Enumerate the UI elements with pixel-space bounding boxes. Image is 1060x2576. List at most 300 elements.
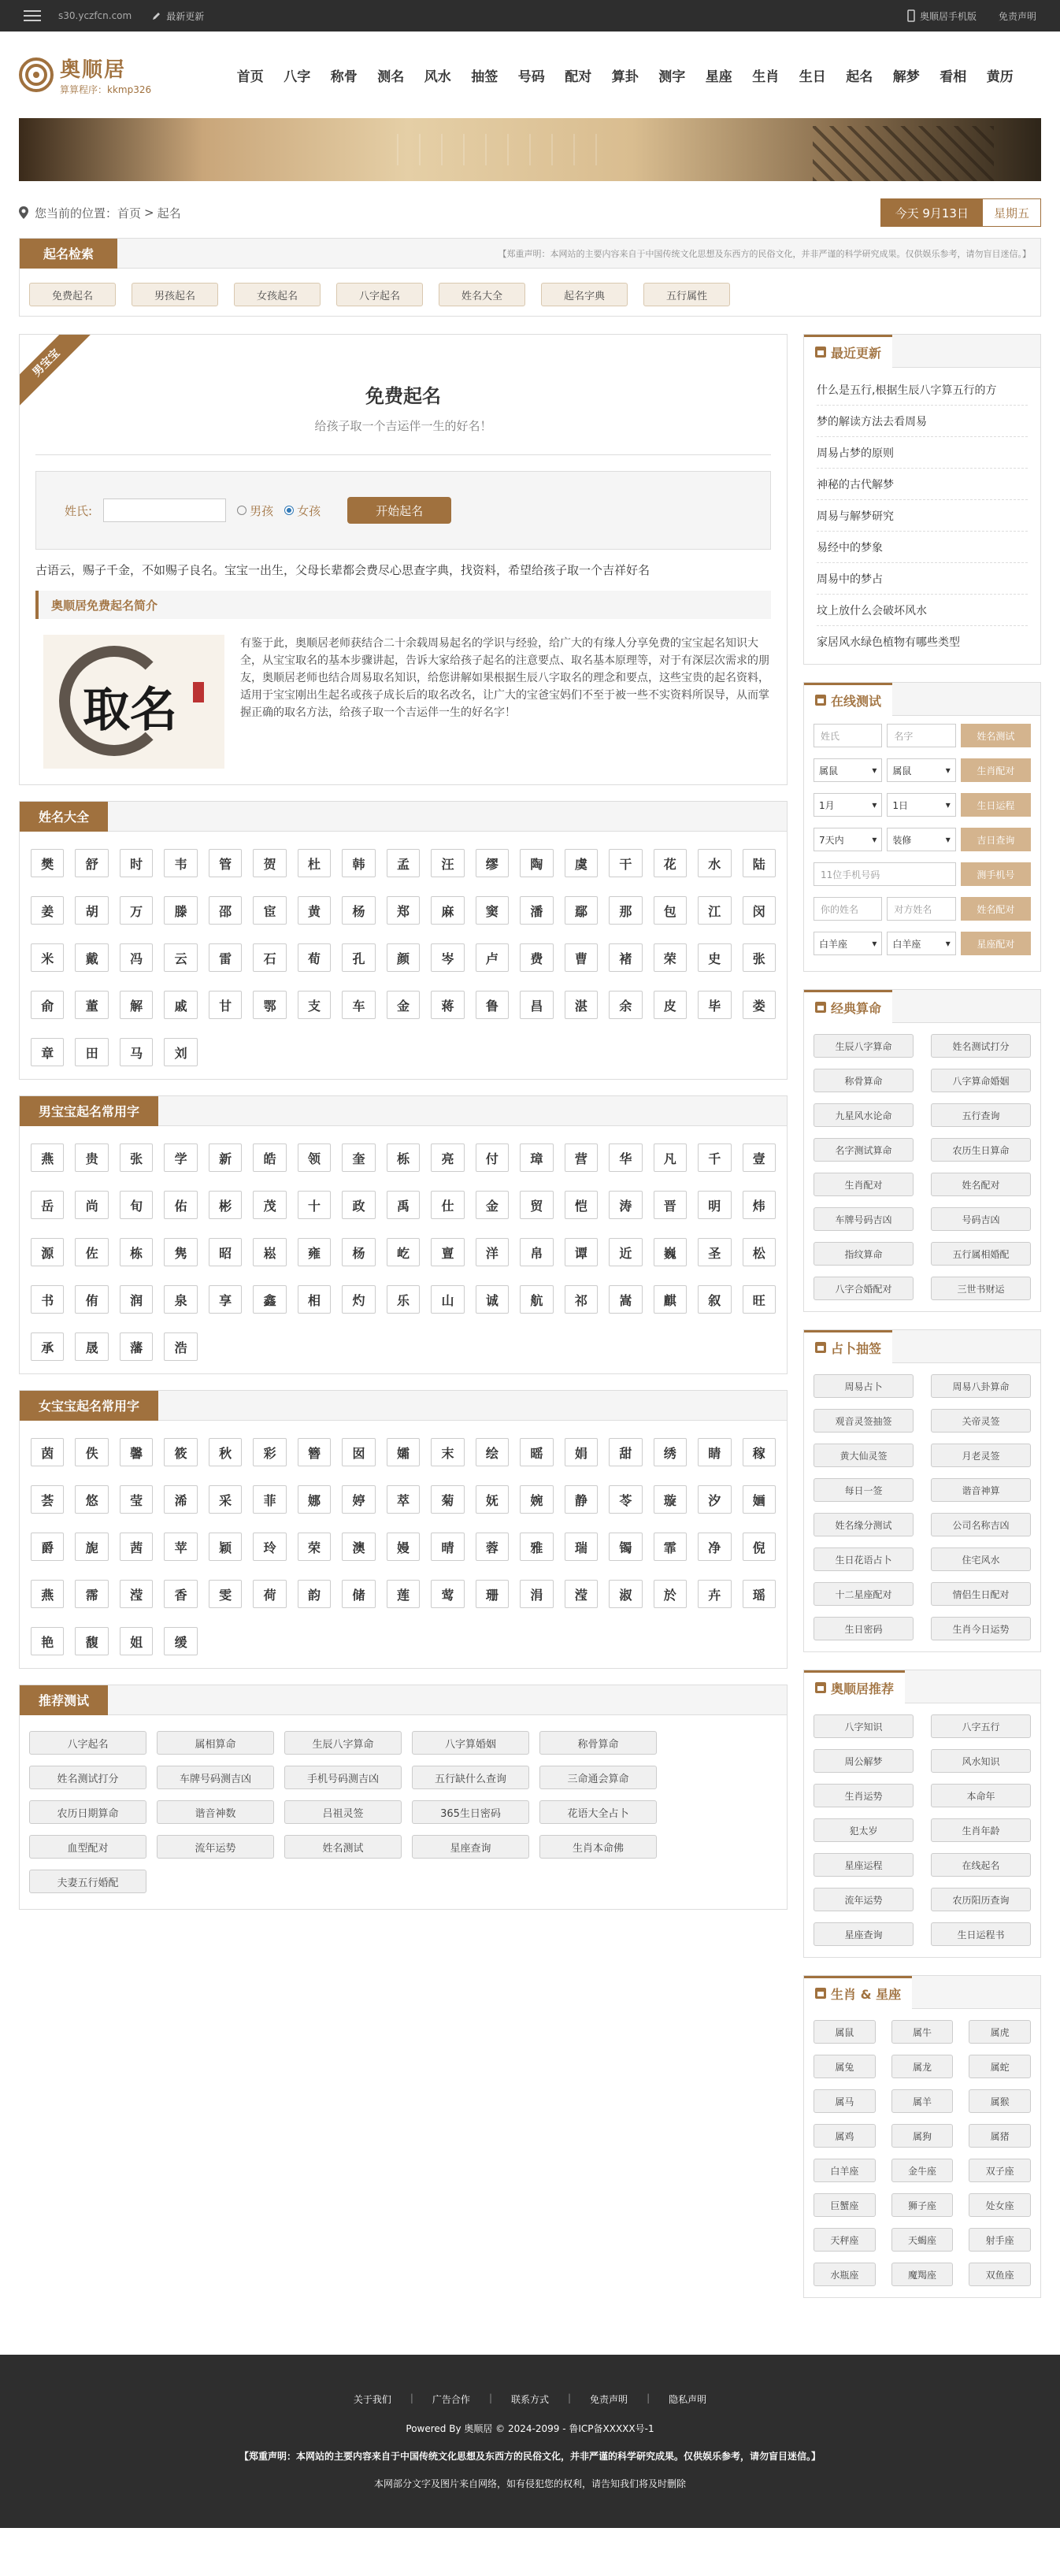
girl-name-char[interactable]: 萃 (387, 1485, 420, 1514)
recommend-button[interactable]: 农历阳历查询 (931, 1888, 1031, 1911)
classic-fortune-button[interactable]: 指纹算命 (814, 1242, 914, 1266)
online-test-button[interactable]: 测手机号 (961, 862, 1031, 886)
surname-char[interactable]: 万 (120, 896, 153, 925)
test-input[interactable]: 名字 (887, 724, 955, 747)
girl-name-char[interactable]: 睛 (698, 1438, 731, 1466)
boy-name-char[interactable]: 栋 (120, 1238, 153, 1266)
divination-button[interactable]: 关帝灵签 (931, 1409, 1031, 1433)
surname-char[interactable]: 贺 (253, 849, 286, 877)
recommend-button[interactable]: 生肖运势 (814, 1784, 914, 1807)
girl-name-char[interactable]: 绘 (476, 1438, 509, 1466)
boy-name-char[interactable]: 谭 (565, 1238, 598, 1266)
nav-item[interactable]: 生肖 (752, 69, 780, 85)
recommend-button[interactable]: 八字五行 (931, 1714, 1031, 1738)
girl-name-char[interactable]: 荷 (253, 1580, 286, 1608)
girl-name-char[interactable]: 旎 (75, 1533, 108, 1561)
boy-name-char[interactable]: 政 (342, 1191, 375, 1219)
online-test-button[interactable]: 姓名测试 (961, 724, 1031, 747)
girl-name-char[interactable]: 颖 (209, 1533, 242, 1561)
zodiac-button[interactable]: 水瓶座 (814, 2263, 876, 2286)
recommend-button[interactable]: 周公解梦 (814, 1749, 914, 1773)
surname-char[interactable]: 花 (654, 849, 687, 877)
recommend-button[interactable]: 星座查询 (814, 1922, 914, 1946)
boy-name-char[interactable]: 源 (31, 1238, 64, 1266)
girl-name-char[interactable]: 霏 (654, 1533, 687, 1561)
girl-name-char[interactable]: 荟 (31, 1485, 64, 1514)
nav-item[interactable]: 星座 (705, 69, 732, 85)
girl-name-char[interactable]: 霈 (75, 1580, 108, 1608)
search-category-button[interactable]: 八字起名 (336, 283, 423, 306)
online-test-button[interactable]: 吉日查询 (961, 828, 1031, 851)
surname-char[interactable]: 戴 (75, 943, 108, 972)
recommend-button[interactable]: 星座运程 (814, 1853, 914, 1877)
girl-name-char[interactable]: 珊 (476, 1580, 509, 1608)
girl-name-char[interactable]: 储 (342, 1580, 375, 1608)
divination-button[interactable]: 月老灵签 (931, 1444, 1031, 1467)
surname-char[interactable]: 闵 (743, 896, 776, 925)
surname-char[interactable]: 戚 (164, 991, 197, 1019)
surname-char[interactable]: 管 (209, 849, 242, 877)
mobile-version-link[interactable]: 奥顺居手机版 (907, 9, 977, 23)
test-button[interactable]: 花语大全占卜 (539, 1800, 657, 1824)
boy-name-char[interactable]: 茂 (253, 1191, 286, 1219)
test-button[interactable]: 生肖本命佛 (539, 1835, 657, 1859)
surname-char[interactable]: 毕 (698, 991, 731, 1019)
girl-name-char[interactable]: 滢 (565, 1580, 598, 1608)
test-button[interactable]: 手机号码测吉凶 (284, 1766, 402, 1789)
boy-name-char[interactable]: 栎 (387, 1143, 420, 1172)
test-select[interactable] (814, 828, 882, 851)
surname-char[interactable]: 刘 (164, 1038, 197, 1066)
online-test-button[interactable]: 生肖配对 (961, 758, 1031, 782)
classic-fortune-button[interactable]: 姓名配对 (931, 1173, 1031, 1196)
boy-name-char[interactable]: 禹 (387, 1191, 420, 1219)
boy-name-char[interactable]: 华 (609, 1143, 642, 1172)
boy-name-char[interactable]: 享 (209, 1285, 242, 1314)
girl-name-char[interactable]: 於 (654, 1580, 687, 1608)
boy-name-char[interactable]: 亶 (431, 1238, 464, 1266)
girl-name-char[interactable]: 末 (431, 1438, 464, 1466)
girl-name-char[interactable]: 婳 (743, 1485, 776, 1514)
girl-name-char[interactable]: 菊 (431, 1485, 464, 1514)
test-button[interactable]: 365生日密码 (412, 1800, 529, 1824)
boy-name-char[interactable]: 书 (31, 1285, 64, 1314)
surname-char[interactable]: 鲁 (476, 991, 509, 1019)
boy-name-char[interactable]: 圣 (698, 1238, 731, 1266)
recommend-button[interactable]: 生肖年龄 (931, 1818, 1031, 1842)
zodiac-button[interactable]: 属兔 (814, 2055, 876, 2078)
boy-name-char[interactable]: 营 (565, 1143, 598, 1172)
boy-name-char[interactable]: 麒 (654, 1285, 687, 1314)
surname-char[interactable]: 江 (698, 896, 731, 925)
test-button[interactable]: 夫妻五行婚配 (29, 1870, 146, 1893)
recommend-button[interactable]: 在线起名 (931, 1853, 1031, 1877)
boy-name-char[interactable]: 奎 (342, 1143, 375, 1172)
girl-name-char[interactable]: 荣 (298, 1533, 331, 1561)
latest-update-item[interactable]: 易经中的梦象 (817, 532, 1028, 563)
surname-char[interactable]: 皮 (654, 991, 687, 1019)
boy-name-char[interactable]: 乐 (387, 1285, 420, 1314)
girl-name-char[interactable]: 瑞 (565, 1533, 598, 1561)
girl-name-char[interactable]: 莹 (120, 1485, 153, 1514)
recommend-button[interactable]: 八字知识 (814, 1714, 914, 1738)
recommend-button[interactable]: 风水知识 (931, 1749, 1031, 1773)
test-button[interactable]: 三命通会算命 (539, 1766, 657, 1789)
boy-name-char[interactable]: 旬 (120, 1191, 153, 1219)
girl-name-char[interactable]: 甜 (609, 1438, 642, 1466)
girl-name-char[interactable]: 簪 (298, 1438, 331, 1466)
classic-fortune-button[interactable]: 八字算命婚姻 (931, 1069, 1031, 1092)
surname-char[interactable]: 樊 (31, 849, 64, 877)
classic-fortune-button[interactable]: 农历生日算命 (931, 1138, 1031, 1162)
boy-name-char[interactable]: 晋 (654, 1191, 687, 1219)
latest-update-item[interactable]: 坟上放什么会破坏风水 (817, 595, 1028, 626)
divination-button[interactable]: 周易八卦算命 (931, 1374, 1031, 1398)
divination-button[interactable]: 情侣生日配对 (931, 1582, 1031, 1606)
boy-name-char[interactable]: 隽 (164, 1238, 197, 1266)
nav-item[interactable]: 起名 (846, 69, 873, 85)
surname-char[interactable]: 米 (31, 943, 64, 972)
surname-char[interactable]: 荀 (298, 943, 331, 972)
girl-name-char[interactable]: 璇 (654, 1485, 687, 1514)
test-button[interactable]: 星座查询 (412, 1835, 529, 1859)
boy-name-char[interactable]: 晟 (75, 1332, 108, 1361)
girl-name-char[interactable]: 缓 (164, 1627, 197, 1655)
latest-update-item[interactable]: 周易中的梦占 (817, 563, 1028, 595)
boy-name-char[interactable]: 巍 (654, 1238, 687, 1266)
boy-name-char[interactable]: 灼 (342, 1285, 375, 1314)
boy-name-char[interactable]: 尚 (75, 1191, 108, 1219)
nav-item[interactable]: 抽签 (471, 69, 498, 85)
surname-char[interactable]: 陶 (520, 849, 553, 877)
surname-char[interactable]: 黄 (298, 896, 331, 925)
boy-name-char[interactable]: 付 (476, 1143, 509, 1172)
girl-name-char[interactable]: 馥 (75, 1627, 108, 1655)
classic-fortune-button[interactable]: 五行查询 (931, 1103, 1031, 1127)
zodiac-button[interactable]: 魔羯座 (891, 2263, 954, 2286)
zodiac-button[interactable]: 金牛座 (891, 2159, 954, 2182)
surname-char[interactable]: 解 (120, 991, 153, 1019)
search-category-button[interactable]: 起名字典 (541, 283, 628, 306)
boy-name-char[interactable]: 炜 (743, 1191, 776, 1219)
surname-char[interactable]: 姜 (31, 896, 64, 925)
search-category-button[interactable]: 女孩起名 (234, 283, 321, 306)
surname-char[interactable]: 俞 (31, 991, 64, 1019)
boy-name-char[interactable]: 崧 (253, 1238, 286, 1266)
test-select[interactable] (887, 793, 955, 817)
boy-name-char[interactable]: 千 (698, 1143, 731, 1172)
nav-item[interactable]: 测字 (658, 69, 686, 85)
boy-name-char[interactable]: 诚 (476, 1285, 509, 1314)
boy-name-char[interactable]: 洋 (476, 1238, 509, 1266)
footer-link[interactable]: 联系方式 (510, 2394, 549, 2405)
boy-name-char[interactable]: 璋 (520, 1143, 553, 1172)
zodiac-button[interactable]: 天蝎座 (891, 2228, 954, 2252)
boy-radio[interactable]: 男孩 (237, 502, 273, 519)
surname-char[interactable]: 昌 (520, 991, 553, 1019)
divination-button[interactable]: 谐音神算 (931, 1478, 1031, 1502)
surname-char[interactable]: 石 (253, 943, 286, 972)
divination-button[interactable]: 生日密码 (814, 1617, 914, 1640)
footer-link[interactable]: 关于我们 (353, 2394, 391, 2405)
surname-char[interactable]: 蒋 (431, 991, 464, 1019)
phone-input[interactable]: 11位手机号码 (814, 862, 956, 886)
search-category-button[interactable]: 五行属性 (643, 283, 730, 306)
nav-item[interactable]: 称骨 (330, 69, 358, 85)
zodiac-button[interactable]: 属鼠 (814, 2020, 876, 2044)
logo[interactable] (19, 54, 216, 96)
boy-name-char[interactable]: 仕 (431, 1191, 464, 1219)
girl-name-char[interactable]: 佚 (75, 1438, 108, 1466)
boy-name-char[interactable]: 雍 (298, 1238, 331, 1266)
boy-name-char[interactable]: 皓 (253, 1143, 286, 1172)
girl-name-char[interactable]: 菲 (253, 1485, 286, 1514)
zodiac-button[interactable]: 射手座 (969, 2228, 1031, 2252)
surname-char[interactable]: 窦 (476, 896, 509, 925)
girl-name-char[interactable]: 馨 (120, 1438, 153, 1466)
latest-update-item[interactable]: 周易占梦的原则 (817, 437, 1028, 469)
surname-char[interactable]: 杨 (342, 896, 375, 925)
classic-fortune-button[interactable]: 五行属相婚配 (931, 1242, 1031, 1266)
divination-button[interactable]: 周易占卜 (814, 1374, 914, 1398)
footer-link[interactable]: 隐私声明 (669, 2394, 707, 2405)
girl-name-char[interactable]: 艳 (31, 1627, 64, 1655)
surname-char[interactable]: 包 (654, 896, 687, 925)
zodiac-button[interactable]: 双子座 (969, 2159, 1031, 2182)
latest-update-item[interactable]: 什么是五行,根据生辰八字算五行的方 (817, 374, 1028, 406)
boy-name-char[interactable]: 旺 (743, 1285, 776, 1314)
surname-char[interactable]: 杜 (298, 849, 331, 877)
surname-char[interactable]: 陆 (743, 849, 776, 877)
surname-char[interactable]: 张 (743, 943, 776, 972)
boy-name-char[interactable]: 学 (164, 1143, 197, 1172)
girl-name-char[interactable]: 绣 (654, 1438, 687, 1466)
divination-button[interactable]: 十二星座配对 (814, 1582, 914, 1606)
zodiac-button[interactable]: 双鱼座 (969, 2263, 1031, 2286)
boy-name-char[interactable]: 近 (609, 1238, 642, 1266)
girl-name-char[interactable]: 彩 (253, 1438, 286, 1466)
surname-char[interactable]: 娄 (743, 991, 776, 1019)
surname-char[interactable]: 宦 (253, 896, 286, 925)
classic-fortune-button[interactable]: 生肖配对 (814, 1173, 914, 1196)
zodiac-button[interactable]: 属牛 (891, 2020, 954, 2044)
boy-name-char[interactable]: 亮 (431, 1143, 464, 1172)
surname-char[interactable]: 孟 (387, 849, 420, 877)
test-button[interactable]: 属相算命 (157, 1731, 274, 1755)
zodiac-button[interactable]: 狮子座 (891, 2193, 954, 2217)
girl-name-char[interactable]: 爵 (31, 1533, 64, 1561)
test-input[interactable]: 对方姓名 (887, 897, 955, 921)
girl-name-char[interactable]: 娜 (298, 1485, 331, 1514)
classic-fortune-button[interactable]: 号码吉凶 (931, 1207, 1031, 1231)
boy-name-char[interactable]: 贵 (75, 1143, 108, 1172)
surname-char[interactable]: 韦 (164, 849, 197, 877)
surname-char[interactable]: 麻 (431, 896, 464, 925)
test-input[interactable]: 你的姓名 (814, 897, 882, 921)
search-category-button[interactable]: 男孩起名 (132, 283, 218, 306)
girl-name-char[interactable]: 莲 (387, 1580, 420, 1608)
nav-item[interactable]: 号码 (517, 69, 545, 85)
surname-char[interactable]: 滕 (164, 896, 197, 925)
surname-char[interactable]: 时 (120, 849, 153, 877)
surname-char[interactable]: 褚 (609, 943, 642, 972)
test-select[interactable] (887, 932, 955, 955)
girl-name-char[interactable]: 玲 (253, 1533, 286, 1561)
start-naming-button[interactable]: 开始起名 (347, 497, 451, 524)
zodiac-button[interactable]: 属猴 (969, 2089, 1031, 2113)
girl-name-char[interactable]: 倪 (743, 1533, 776, 1561)
surname-char[interactable]: 汪 (431, 849, 464, 877)
test-button[interactable]: 生辰八字算命 (284, 1731, 402, 1755)
boy-name-char[interactable]: 屹 (387, 1238, 420, 1266)
zodiac-button[interactable]: 天秤座 (814, 2228, 876, 2252)
boy-name-char[interactable]: 帛 (520, 1238, 553, 1266)
zodiac-button[interactable]: 属马 (814, 2089, 876, 2113)
disclaimer-link[interactable]: 免责声明 (998, 10, 1036, 22)
surname-char[interactable]: 干 (609, 849, 642, 877)
girl-name-char[interactable]: 妩 (476, 1485, 509, 1514)
girl-name-char[interactable]: 茵 (31, 1438, 64, 1466)
divination-button[interactable]: 住宅风水 (931, 1547, 1031, 1571)
test-select[interactable] (887, 758, 955, 782)
surname-char[interactable]: 卢 (476, 943, 509, 972)
girl-name-char[interactable]: 镯 (609, 1533, 642, 1561)
zodiac-button[interactable]: 处女座 (969, 2193, 1031, 2217)
surname-char[interactable]: 岑 (431, 943, 464, 972)
nav-item[interactable]: 配对 (565, 69, 592, 85)
test-select[interactable] (814, 758, 882, 782)
girl-name-char[interactable]: 净 (698, 1533, 731, 1561)
zodiac-button[interactable]: 属虎 (969, 2020, 1031, 2044)
latest-update-item[interactable]: 神秘的古代解梦 (817, 469, 1028, 500)
test-button[interactable]: 血型配对 (29, 1835, 146, 1859)
recommend-button[interactable]: 犯太岁 (814, 1818, 914, 1842)
girl-name-char[interactable]: 晴 (431, 1533, 464, 1561)
breadcrumb-home[interactable]: 首页 (117, 206, 142, 221)
girl-name-char[interactable]: 姐 (120, 1627, 153, 1655)
boy-name-char[interactable]: 杨 (342, 1238, 375, 1266)
nav-item[interactable]: 首页 (236, 69, 264, 85)
classic-fortune-button[interactable]: 名字测试算命 (814, 1138, 914, 1162)
test-button[interactable]: 谐音神数 (157, 1800, 274, 1824)
footer-link[interactable]: 广告合作 (432, 2394, 470, 2405)
divination-button[interactable]: 观音灵签抽签 (814, 1409, 914, 1433)
test-button[interactable]: 流年运势 (157, 1835, 274, 1859)
surname-char[interactable]: 颜 (387, 943, 420, 972)
online-test-button[interactable]: 生日运程 (961, 793, 1031, 817)
test-button[interactable]: 八字起名 (29, 1731, 146, 1755)
boy-name-char[interactable]: 明 (698, 1191, 731, 1219)
zodiac-button[interactable]: 属猪 (969, 2124, 1031, 2148)
divination-button[interactable]: 姓名缘分测试 (814, 1513, 914, 1536)
surname-char[interactable]: 虞 (565, 849, 598, 877)
surname-char[interactable]: 董 (75, 991, 108, 1019)
zodiac-button[interactable]: 白羊座 (814, 2159, 876, 2182)
girl-name-char[interactable]: 婉 (520, 1485, 553, 1514)
zodiac-button[interactable]: 属狗 (891, 2124, 954, 2148)
girl-name-char[interactable]: 筱 (164, 1438, 197, 1466)
girl-name-char[interactable]: 嫚 (387, 1533, 420, 1561)
surname-char[interactable]: 章 (31, 1038, 64, 1066)
girl-name-char[interactable]: 雅 (520, 1533, 553, 1561)
boy-name-char[interactable]: 张 (120, 1143, 153, 1172)
surname-char[interactable]: 冯 (120, 943, 153, 972)
surname-char[interactable]: 田 (75, 1038, 108, 1066)
girl-name-char[interactable]: 卉 (698, 1580, 731, 1608)
girl-name-char[interactable]: 浠 (164, 1485, 197, 1514)
classic-fortune-button[interactable]: 姓名测试打分 (931, 1034, 1031, 1058)
divination-button[interactable]: 生肖今日运势 (931, 1617, 1031, 1640)
boy-name-char[interactable]: 叙 (698, 1285, 731, 1314)
nav-item[interactable]: 测名 (377, 69, 405, 85)
girl-name-char[interactable]: 暚 (520, 1438, 553, 1466)
site-url[interactable]: s30.yczfcn.com (58, 10, 132, 21)
boy-name-char[interactable]: 嵩 (609, 1285, 642, 1314)
test-button[interactable]: 姓名测试打分 (29, 1766, 146, 1789)
surname-char[interactable]: 金 (387, 991, 420, 1019)
online-test-button[interactable]: 姓名配对 (961, 897, 1031, 921)
latest-update-item[interactable]: 家居风水绿色植物有哪些类型 (817, 636, 960, 649)
girl-name-char[interactable]: 澳 (342, 1533, 375, 1561)
search-category-button[interactable]: 免费起名 (29, 283, 116, 306)
girl-name-char[interactable]: 采 (209, 1485, 242, 1514)
surname-char[interactable]: 韩 (342, 849, 375, 877)
surname-char[interactable]: 云 (164, 943, 197, 972)
surname-char[interactable]: 余 (609, 991, 642, 1019)
nav-item[interactable]: 八字 (284, 69, 311, 85)
girl-name-char[interactable]: 蓉 (476, 1533, 509, 1561)
boy-name-char[interactable]: 润 (120, 1285, 153, 1314)
boy-name-char[interactable]: 山 (431, 1285, 464, 1314)
footer-link[interactable]: 免责声明 (590, 2394, 628, 2405)
zodiac-button[interactable]: 属鸡 (814, 2124, 876, 2148)
boy-name-char[interactable]: 岳 (31, 1191, 64, 1219)
surname-char[interactable]: 鄢 (565, 896, 598, 925)
girl-name-char[interactable]: 囡 (342, 1438, 375, 1466)
surname-char[interactable]: 水 (698, 849, 731, 877)
recommend-button[interactable]: 本命年 (931, 1784, 1031, 1807)
surname-char[interactable]: 鄂 (253, 991, 286, 1019)
recommend-button[interactable]: 生日运程书 (931, 1922, 1031, 1946)
boy-name-char[interactable]: 贸 (520, 1191, 553, 1219)
girl-name-char[interactable]: 涓 (520, 1580, 553, 1608)
boy-name-char[interactable]: 佑 (164, 1191, 197, 1219)
boy-name-char[interactable]: 昭 (209, 1238, 242, 1266)
surname-char[interactable]: 胡 (75, 896, 108, 925)
girl-name-char[interactable]: 茜 (120, 1533, 153, 1561)
boy-name-char[interactable]: 壹 (743, 1143, 776, 1172)
divination-button[interactable]: 黄大仙灵签 (814, 1444, 914, 1467)
test-button[interactable]: 称骨算命 (539, 1731, 657, 1755)
girl-name-char[interactable]: 苓 (609, 1485, 642, 1514)
boy-name-char[interactable]: 彬 (209, 1191, 242, 1219)
boy-name-char[interactable]: 泉 (164, 1285, 197, 1314)
girl-name-char[interactable]: 滢 (120, 1580, 153, 1608)
test-button[interactable]: 五行缺什么查询 (412, 1766, 529, 1789)
divination-button[interactable]: 生日花语占卜 (814, 1547, 914, 1571)
latest-update-item[interactable]: 梦的解读方法去看周易 (817, 406, 1028, 437)
girl-name-char[interactable]: 香 (164, 1580, 197, 1608)
classic-fortune-button[interactable]: 称骨算命 (814, 1069, 914, 1092)
boy-name-char[interactable]: 航 (520, 1285, 553, 1314)
classic-fortune-button[interactable]: 八字合婚配对 (814, 1277, 914, 1300)
surname-char[interactable]: 邵 (209, 896, 242, 925)
girl-name-char[interactable]: 燕 (31, 1580, 64, 1608)
girl-name-char[interactable]: 稼 (743, 1438, 776, 1466)
boy-name-char[interactable]: 祁 (565, 1285, 598, 1314)
nav-item[interactable]: 生日 (799, 69, 826, 85)
girl-name-char[interactable]: 娟 (565, 1438, 598, 1466)
